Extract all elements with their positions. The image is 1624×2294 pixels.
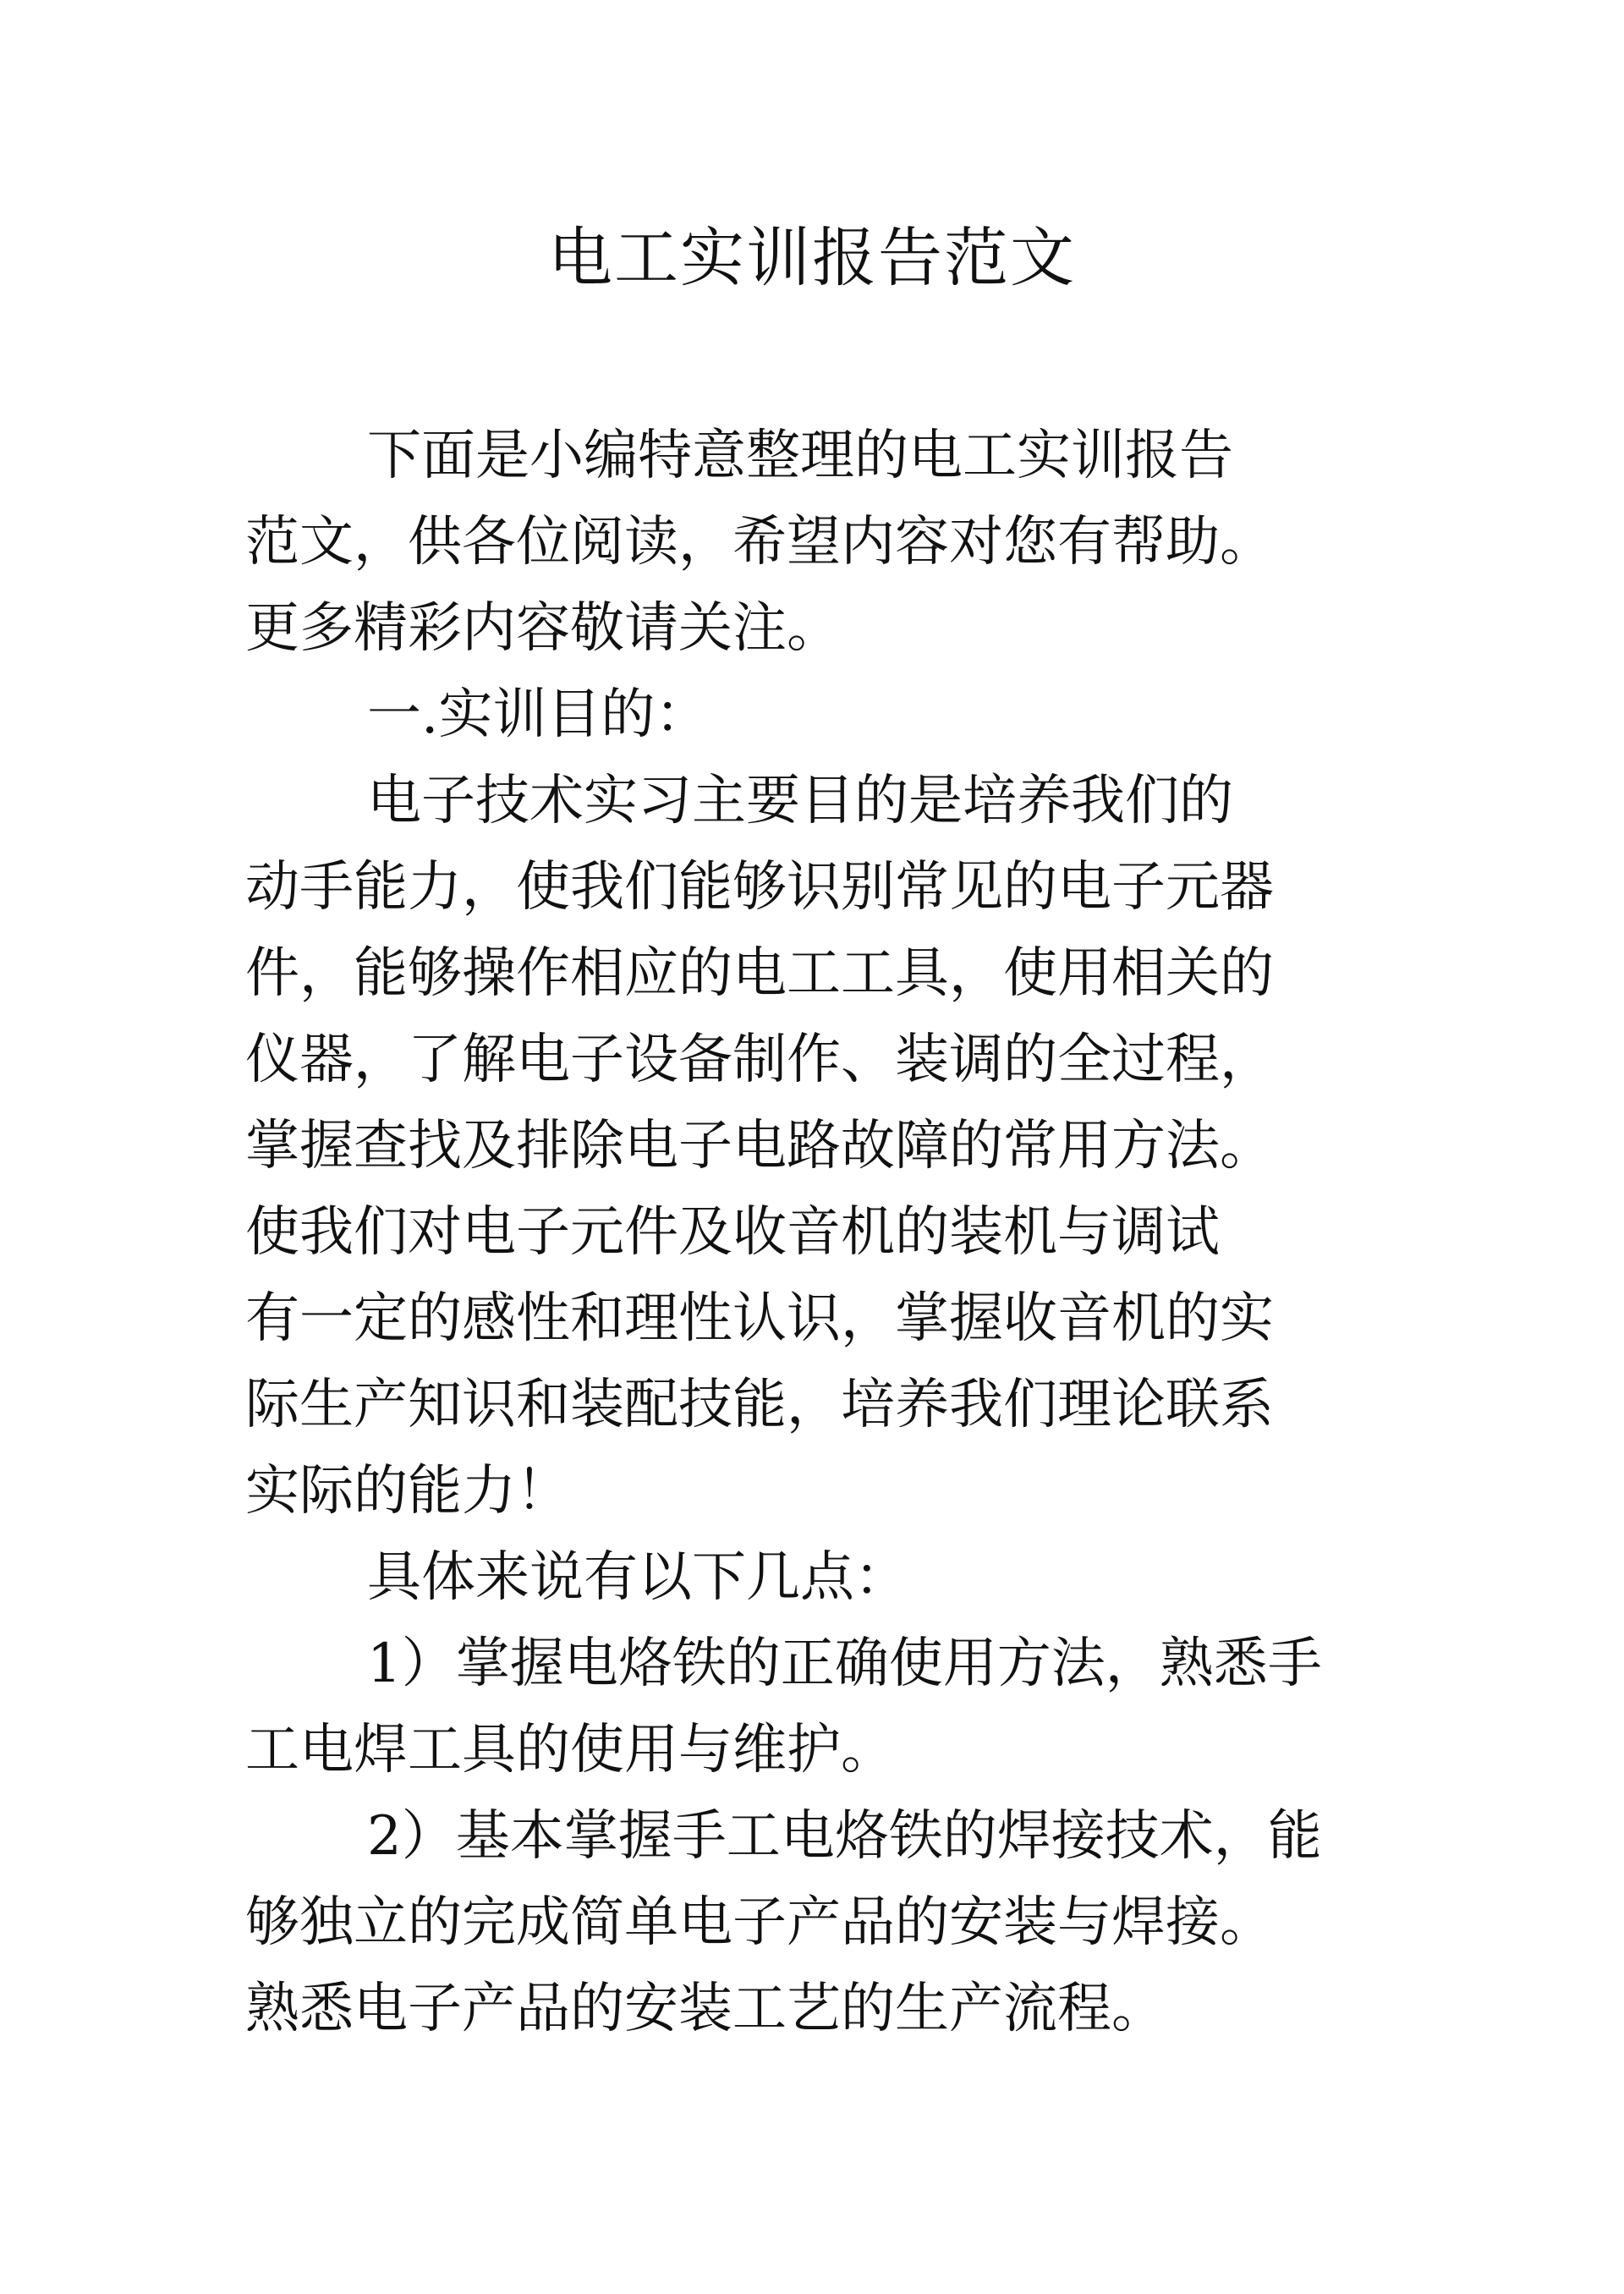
paragraph-line: 下面是小编特意整理的电工实训报告 [367, 425, 1233, 487]
list-item-line: 工电焊工具的使用与维护。 [245, 1719, 895, 1781]
paragraph-line: 使我们对电子元件及收音机的装机与调试 [245, 1201, 1220, 1264]
list-item-line: 1）掌握电烙铁的正确使用方法，熟悉手 [367, 1633, 1322, 1695]
paragraph-line: 动手能力，使我们能够识别常见的电子元器 [245, 856, 1274, 919]
paragraph-line: 掌握查找及排除电子电路故障的常用方法。 [245, 1115, 1274, 1177]
paragraph-line: 件，能够操作相应的电工工具，使用相关的 [245, 942, 1274, 1005]
section-heading: 一.实训目的： [367, 683, 710, 746]
paragraph-line: 范文，供各位阅读，希望内容对您有帮助。 [245, 511, 1274, 574]
paragraph-line: 有一定的感性和理性认识，掌握收音机的实 [245, 1287, 1274, 1350]
list-item-line: 2）基本掌握手工电烙铁的焊接技术，能 [367, 1805, 1322, 1868]
paragraph-line: 电子技术实习主要目的是培养我们的 [367, 770, 1233, 832]
list-item-line: 熟悉电子产品的安装工艺的生产流程。 [245, 1978, 1166, 2040]
document-body [245, 413, 1429, 2052]
paragraph-line: 具体来说有以下几点： [367, 1546, 908, 1609]
list-item-line: 够独立的完成简单电子产品的安装与焊接。 [245, 1891, 1274, 1954]
paragraph-line: 实际的能力！ [245, 1460, 570, 1523]
paragraph-line: 仪器，了解电子设备制作、装调的全过程， [245, 1029, 1274, 1091]
paragraph-line: 更多精彩内容敬请关注。 [245, 597, 841, 660]
document-title: 电工实训报告范文 [548, 220, 1076, 295]
paragraph-line: 际生产知识和装配技能，培养我们理论联系 [245, 1374, 1274, 1436]
